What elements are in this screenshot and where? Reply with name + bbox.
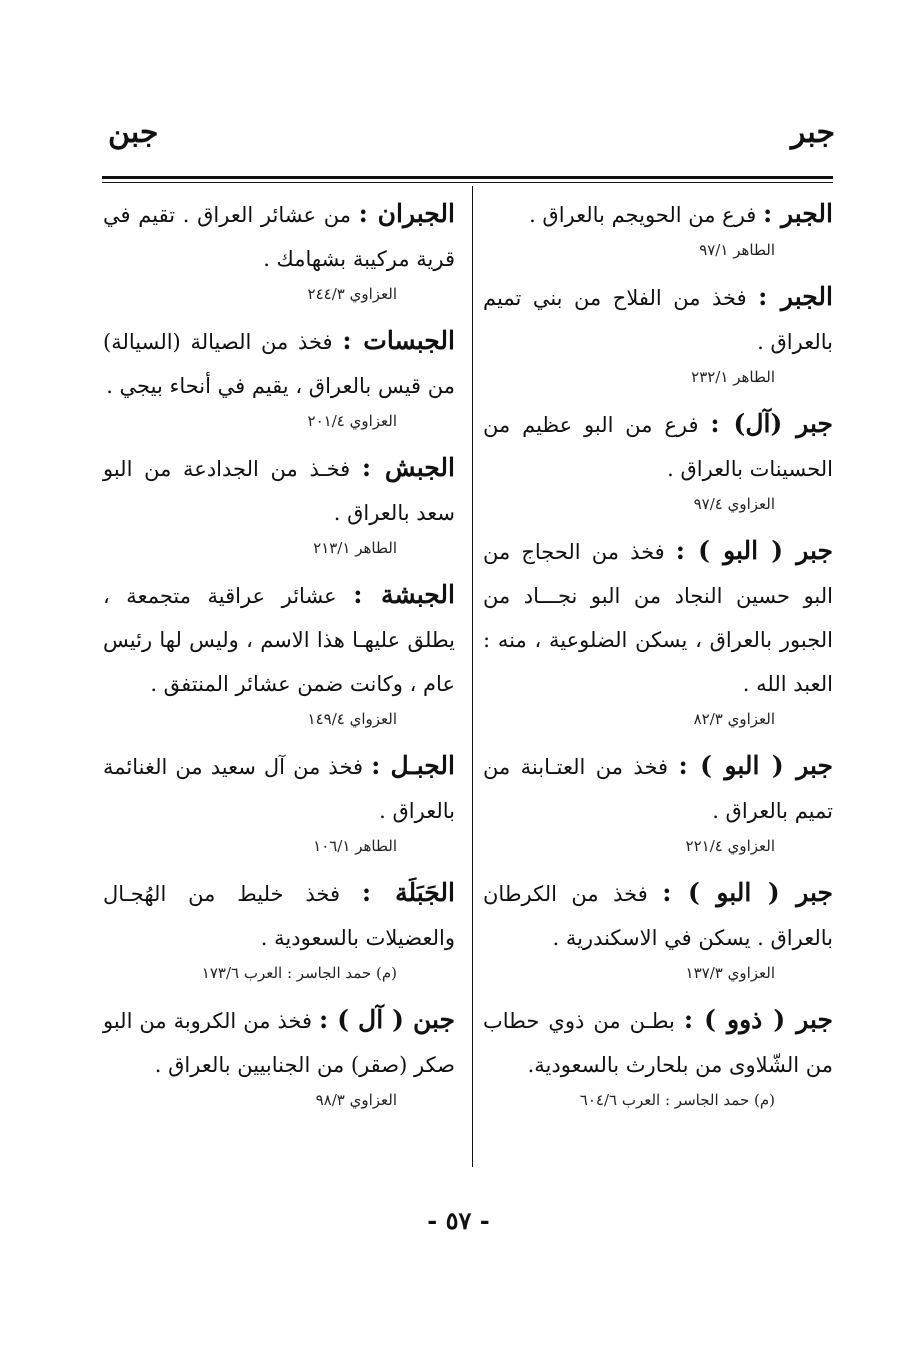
column-divider [472, 186, 473, 1167]
entry [483, 744, 833, 859]
entry [103, 573, 455, 732]
entry-text [483, 402, 833, 491]
left-column [103, 192, 455, 1125]
definition: فخذ من آل سعيد من الغنائمة بالعراق . [103, 755, 455, 823]
header-rule [102, 176, 833, 179]
entry-text [483, 529, 833, 706]
source-citation: العزاوي ٢٠١/٤ [307, 412, 397, 430]
headword: الجبشة : [353, 580, 455, 609]
headword: الجبسات : [342, 326, 455, 355]
headword: الجبـل : [371, 751, 455, 780]
source-citation: العزاوي ٢٢١/٤ [685, 837, 775, 855]
headword: جبر ( البو ) : [662, 878, 833, 907]
definition: فخذ من الكروبة من البو صكر (صقر) من الجنابيين بالعراق . [103, 1009, 455, 1077]
running-head-right: جبر [790, 115, 835, 150]
definition: بطـن من ذوي حطاب من الشّلاوى من بلحارث بالسعودية. [483, 1009, 833, 1077]
source-citation: العزاوي ١٣٧/٣ [685, 964, 775, 982]
entry-text [103, 319, 455, 408]
entry-text [103, 871, 455, 960]
entry [103, 871, 455, 986]
entry-text [483, 871, 833, 960]
entry [483, 192, 833, 263]
headword: الجبر : [763, 199, 833, 228]
headword: جبر ( ذوو ) : [683, 1005, 833, 1034]
source-citation: الطاهر ٢٣٢/١ [691, 368, 775, 386]
definition: فخذ خليط من الهُجـال والعضيلات بالسعودية . [103, 882, 455, 950]
entry-text [103, 744, 455, 833]
entry-text [103, 192, 455, 281]
definition: فخذ من الفلاح من بني تميم بالعراق . [483, 286, 833, 354]
source-citation: (م) حمد الجاسر : العرب ١٧٣/٦ [201, 964, 397, 982]
entry [103, 319, 455, 434]
entry [483, 275, 833, 390]
entry-text [103, 998, 455, 1087]
entry-text [103, 573, 455, 706]
headword: جبر ( البو ) : [675, 536, 833, 565]
definition: فخذ من الصيالة (السيالة) من قيس بالعراق ، يقيم في أنحاء بيجي . [103, 330, 455, 398]
entry [103, 192, 455, 307]
entry-text [483, 998, 833, 1087]
source-citation: الطاهر ٢١٣/١ [313, 539, 397, 557]
header-rule-thin [102, 182, 833, 183]
entry [483, 402, 833, 517]
source-citation: (م) حمد الجاسر : العرب ٦٠٤/٦ [579, 1091, 775, 1109]
running-head-left: جبن [108, 115, 159, 150]
source-citation: العزواي ١٤٩/٤ [307, 710, 397, 728]
headword: الجبش : [361, 453, 455, 482]
entry-text [483, 744, 833, 833]
definition: عشائر عراقية متجمعة ، يطلق عليهـا هذا الاسم ، وليس لها رئيس عام ، وكانت ضمن عشائر المنتفق . [103, 584, 455, 696]
entry-text [483, 275, 833, 364]
definition: فرع من الحويجم بالعراق . [529, 203, 764, 227]
definition: فخذ من العتـابنة من تميم بالعراق . [483, 755, 833, 823]
headword: الجَبَلَة : [361, 878, 455, 907]
headword: الجبران : [358, 199, 455, 228]
definition: فخـذ من الجدادعة من البو سعد بالعراق . [103, 457, 455, 525]
source-citation: العزاوي ٩٨/٣ [315, 1091, 397, 1109]
entry [103, 998, 455, 1113]
entry [483, 871, 833, 986]
entry-text [483, 192, 833, 237]
source-citation: العزاوي ٨٢/٣ [693, 710, 775, 728]
headword: جبر ( البو ) : [678, 751, 833, 780]
source-citation: الطاهر ١٠٦/١ [313, 837, 397, 855]
entry [483, 529, 833, 732]
source-citation: الطاهر ٩٧/١ [699, 241, 775, 259]
headword: جبر (آل) : [710, 409, 833, 438]
definition: فخذ من الكرطان بالعراق . يسكن في الاسكندرية . [483, 882, 833, 950]
headword: جبن ( آل ) : [319, 1005, 455, 1034]
definition: فخذ من الحجاج من البو حسين النجاد من البو نجـــاد من الجبور بالعراق ، يسكن الضلوعية ، منه : العبد الله . [483, 540, 833, 696]
entry [103, 744, 455, 859]
entry-text [103, 446, 455, 535]
source-citation: العزاوي ٩٧/٤ [693, 495, 775, 513]
entry [103, 446, 455, 561]
definition: فرع من البو عظيم من الحسينات بالعراق . [483, 413, 833, 481]
headword: الجبر : [758, 282, 833, 311]
entry [483, 998, 833, 1113]
definition: من عشائر العراق . تقيم في قرية مركيبة بشهامك . [103, 203, 455, 271]
right-column [483, 192, 833, 1125]
page-number: - ٥٧ - [427, 1206, 490, 1235]
source-citation: العزاوي ٢٤٤/٣ [307, 285, 397, 303]
